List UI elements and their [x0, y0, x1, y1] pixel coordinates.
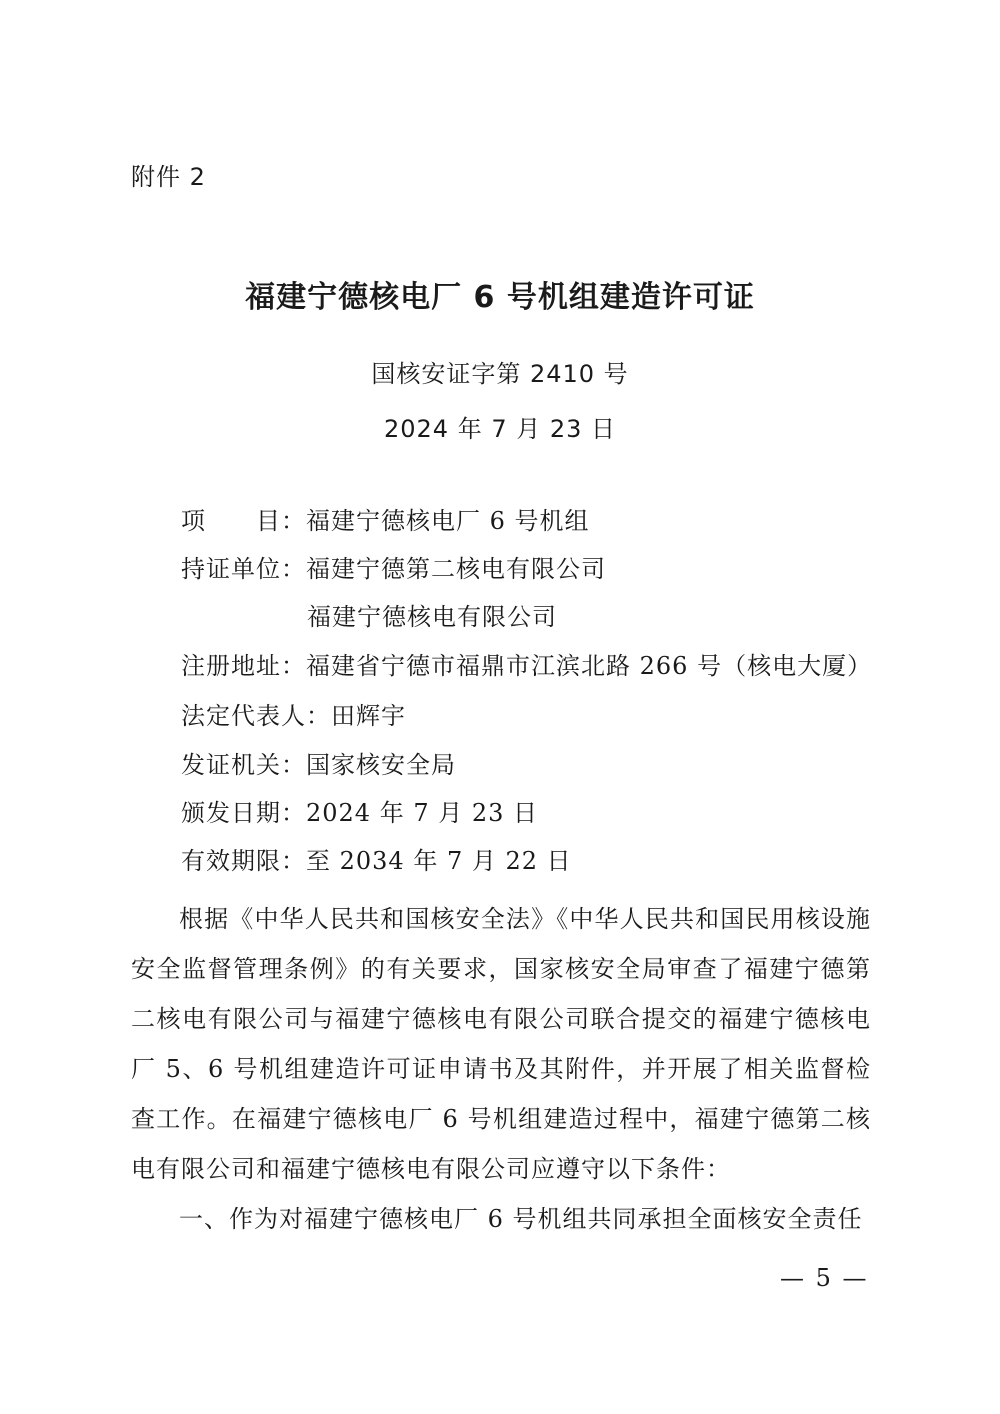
field-holder	[181, 553, 606, 585]
field-value: 福建宁德核电有限公司	[307, 603, 557, 631]
field-value: 国家核安全局	[306, 751, 456, 779]
field-label: 发证机关：	[181, 751, 306, 779]
page-number: — 5 —	[780, 1264, 869, 1292]
field-value: 田辉宇	[331, 702, 406, 730]
field-value: 福建宁德核电厂 6 号机组	[306, 507, 590, 535]
attachment-label: 附件 2	[131, 163, 206, 191]
field-label: 法定代表人：	[181, 702, 331, 730]
document-title: 福建宁德核电厂 6 号机组建造许可证	[245, 280, 755, 315]
field-value: 至 2034 年 7 月 22 日	[306, 847, 572, 875]
body-text	[131, 894, 871, 1244]
field-issuing-authority	[181, 749, 456, 781]
field-label: 持证单位：	[181, 555, 306, 583]
field-label: 注册地址：	[181, 652, 306, 680]
field-value: 2024 年 7 月 23 日	[306, 799, 539, 827]
field-label: 颁发日期：	[181, 799, 306, 827]
field-address	[181, 650, 872, 682]
field-value: 福建宁德第二核电有限公司	[306, 555, 606, 583]
issue-date: 2024 年 7 月 23 日	[383, 415, 617, 443]
field-value: 福建省宁德市福鼎市江滨北路 266 号（核电大厦）	[306, 652, 873, 680]
field-holder-second	[307, 601, 557, 633]
field-validity	[181, 845, 572, 877]
field-issue-date	[181, 797, 538, 829]
field-label: 项 目：	[181, 507, 306, 535]
body-paragraph: 根据《中华人民共和国核安全法》《中华人民共和国民用核设施安全监督管理条例》的有关要求，国家核安全局审查了福建宁德第二核电有限公司与福建宁德核电有限公司联合提交的福建宁德核电厂 5、6 号机组建造许可证申请书及其附件，并开展了相关监督检查工作。在福建宁德核电厂 6 号机组建造过程中，福建宁德第二核电有限公司和福建宁德核电有限公司应遵守以下条件：	[131, 905, 871, 1183]
body-paragraph: 一、作为对福建宁德核电厂 6 号机组共同承担全面核安全责任	[179, 1205, 863, 1233]
field-label: 有效期限：	[181, 847, 306, 875]
field-project	[181, 505, 590, 537]
field-legal-representative	[181, 700, 406, 732]
document-number: 国核安证字第 2410 号	[371, 360, 629, 388]
